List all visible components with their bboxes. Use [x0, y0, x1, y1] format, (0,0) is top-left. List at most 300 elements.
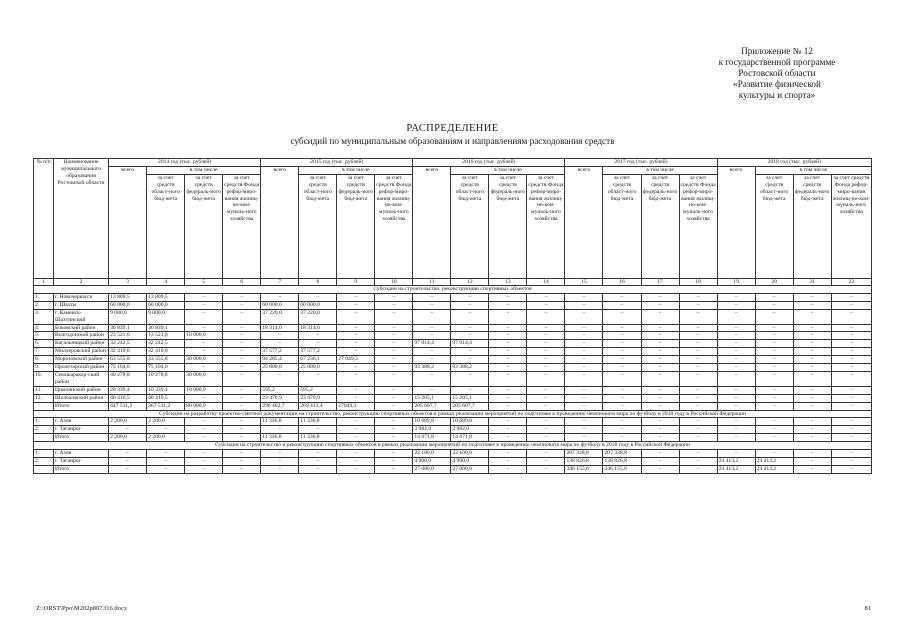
table-cell: –: [337, 434, 375, 442]
table-cell: –: [641, 402, 679, 410]
table-cell: –: [527, 332, 565, 340]
table-cell: –: [109, 450, 147, 458]
table-cell: –: [755, 371, 793, 386]
table-cell: –: [489, 434, 527, 442]
column-number: 1: [34, 278, 54, 285]
table-cell: –: [603, 371, 641, 386]
column-number: 8: [299, 278, 337, 285]
table-cell: 205 607,7: [451, 402, 489, 410]
municipality-name: г. Азов: [54, 450, 109, 458]
table-cell: –: [679, 371, 717, 386]
table-cell: –: [641, 426, 679, 434]
table-cell: –: [489, 450, 527, 458]
table-cell: 15 205,1: [413, 394, 451, 402]
table-cell: –: [793, 340, 831, 348]
table-cell: –: [831, 293, 871, 301]
table-cell: 11 336,8: [299, 418, 337, 426]
table-cell: –: [147, 450, 185, 458]
table-cell: –: [603, 293, 641, 301]
table-cell: –: [337, 426, 375, 434]
table-cell: –: [793, 450, 831, 458]
municipality-name: Семикаракор-ский район: [54, 371, 109, 386]
table-cell: –: [679, 418, 717, 426]
table-cell: –: [565, 324, 603, 332]
table-cell: –: [413, 386, 451, 394]
header-src-regional: за счет средств област-ного бюд-жета: [755, 174, 793, 278]
table-cell: 4 900,0: [451, 457, 489, 465]
municipality-name: Итого: [54, 434, 109, 442]
column-number: 20: [755, 278, 793, 285]
table-cell: –: [185, 364, 223, 372]
table-cell: –: [679, 434, 717, 442]
table-cell: 207 328,8: [603, 450, 641, 458]
table-cell: –: [793, 309, 831, 324]
municipality-name: Морозовский район: [54, 356, 109, 364]
table-row: [34, 418, 872, 426]
table-cell: –: [717, 402, 755, 410]
table-cell: –: [755, 386, 793, 394]
table-cell: –: [375, 348, 413, 356]
table-cell: –: [413, 371, 451, 386]
table-cell: 11 336,8: [261, 418, 299, 426]
table-cell: –: [337, 324, 375, 332]
table-cell: 75 104,0: [109, 364, 147, 372]
header-year: 2015 год (тыс. рублей): [261, 159, 413, 167]
table-cell: –: [793, 364, 831, 372]
footer-file-path: Z:\ORST\Ppo\M202p807.f16.docx: [36, 605, 128, 612]
table-cell: –: [641, 465, 679, 473]
table-cell: –: [337, 457, 375, 465]
row-number: 9.: [34, 364, 54, 372]
table-cell: –: [109, 426, 147, 434]
table-cell: –: [223, 332, 261, 340]
table-cell: –: [375, 418, 413, 426]
table-cell: –: [679, 301, 717, 309]
table-cell: –: [413, 324, 451, 332]
row-number: [34, 434, 54, 442]
table-cell: –: [337, 332, 375, 340]
table-cell: –: [299, 465, 337, 473]
table-cell: –: [755, 434, 793, 442]
table-cell: –: [755, 402, 793, 410]
table-cell: 296 462,7: [261, 402, 299, 410]
table-cell: –: [337, 348, 375, 356]
row-number: 6.: [34, 340, 54, 348]
header-src-fund: за счет средств Фонда рефор-миро-вания жилищ-но-ком-муналь-ного хозяйства: [527, 174, 565, 278]
table-cell: –: [831, 324, 871, 332]
table-cell: –: [641, 364, 679, 372]
table-cell: –: [641, 386, 679, 394]
table-cell: –: [717, 324, 755, 332]
table-cell: 37 220,0: [299, 309, 337, 324]
header-incl: в том числе: [299, 166, 413, 174]
table-cell: –: [527, 386, 565, 394]
table-cell: –: [793, 418, 831, 426]
table-cell: –: [831, 371, 871, 386]
table-cell: –: [565, 301, 603, 309]
table-cell: –: [641, 340, 679, 348]
table-cell: –: [831, 356, 871, 364]
municipality-name: Шолоховский район: [54, 394, 109, 402]
table-cell: –: [793, 402, 831, 410]
table-cell: –: [831, 434, 871, 442]
table-row: [34, 340, 872, 348]
table-cell: –: [565, 386, 603, 394]
column-number: 4: [147, 278, 185, 285]
table-cell: 80 000,0: [185, 402, 223, 410]
row-number: [34, 465, 54, 473]
table-cell: –: [755, 394, 793, 402]
table-cell: –: [641, 356, 679, 364]
table-cell: 32 242,5: [109, 340, 147, 348]
table-cell: –: [679, 426, 717, 434]
table-row: [34, 394, 872, 402]
table-cell: –: [337, 450, 375, 458]
table-cell: 60 000,0: [299, 301, 337, 309]
municipality-name: г. Шахты: [54, 301, 109, 309]
table-cell: 22 100,0: [451, 450, 489, 458]
table-cell: –: [489, 301, 527, 309]
table-row: [34, 301, 872, 309]
header-src-federal: за счет средств федераль-ного бюд-жета: [185, 174, 223, 278]
table-cell: 205 607,7: [413, 402, 451, 410]
section-title: Субсидии на строительство и реконструкцию спортивных объектов в рамках реализации мероприятий по подготовке к проведению чемпионата мира по футболу в 2018 году в Российской Федерации: [34, 442, 872, 450]
column-number: 2: [54, 278, 109, 285]
table-cell: 15 205,1: [451, 394, 489, 402]
row-number: 4.: [34, 324, 54, 332]
table-cell: –: [223, 364, 261, 372]
table-cell: –: [565, 356, 603, 364]
table-cell: 37 577,2: [299, 348, 337, 356]
table-cell: –: [375, 457, 413, 465]
table-cell: –: [527, 348, 565, 356]
table-cell: 93 388,2: [413, 364, 451, 372]
row-number: 5.: [34, 332, 54, 340]
table-cell: –: [831, 465, 871, 473]
section-title-row: [34, 410, 872, 418]
table-cell: –: [793, 348, 831, 356]
table-cell: –: [375, 386, 413, 394]
header-src-regional: за счет средств област-ного бюд-жета: [603, 174, 641, 278]
table-cell: 75 104,0: [147, 364, 185, 372]
row-number: 2.: [34, 426, 54, 434]
row-number: 11.: [34, 386, 54, 394]
table-cell: –: [451, 332, 489, 340]
header-name: Наименование муниципального образования Ростовской области: [54, 159, 109, 279]
column-number: 12: [451, 278, 489, 285]
table-cell: 97 014,4: [413, 340, 451, 348]
table-cell: –: [261, 450, 299, 458]
column-number: 13: [489, 278, 527, 285]
table-cell: –: [223, 394, 261, 402]
row-number: 2.: [34, 301, 54, 309]
table-cell: –: [223, 348, 261, 356]
table-cell: –: [489, 309, 527, 324]
table-cell: –: [679, 394, 717, 402]
table-row: [34, 434, 872, 442]
table-cell: –: [641, 394, 679, 402]
table-cell: –: [223, 371, 261, 386]
table-cell: 23 521,6: [109, 332, 147, 340]
table-cell: –: [299, 426, 337, 434]
table-cell: –: [185, 457, 223, 465]
table-cell: 595,2: [261, 386, 299, 394]
table-cell: –: [641, 371, 679, 386]
table-cell: 2 200,0: [109, 434, 147, 442]
table-cell: –: [831, 309, 871, 324]
table-row: [34, 324, 872, 332]
table-row: [34, 465, 872, 473]
header-src-fund: за счет средств Фонда рефор-миро-вания жилищ-но-ком-муналь-ного хозяйства: [831, 174, 871, 278]
table-cell: –: [679, 293, 717, 301]
row-number: 3.: [34, 309, 54, 324]
table-cell: –: [223, 386, 261, 394]
table-cell: –: [603, 332, 641, 340]
table-cell: –: [679, 450, 717, 458]
header-src-fund: за счет средств Фонда рефор-миро-вания жилищ-но-ком-муналь-ного хозяйства: [679, 174, 717, 278]
table-cell: –: [641, 418, 679, 426]
table-cell: –: [831, 457, 871, 465]
table-cell: –: [261, 465, 299, 473]
table-row: [34, 332, 872, 340]
header-src-regional: за счет средств област-ного бюд-жета: [299, 174, 337, 278]
table-cell: –: [755, 293, 793, 301]
table-cell: –: [565, 394, 603, 402]
header-total: всего: [413, 166, 451, 278]
table-cell: –: [489, 340, 527, 348]
table-cell: –: [565, 371, 603, 386]
table-cell: –: [831, 301, 871, 309]
table-cell: –: [413, 301, 451, 309]
table-cell: –: [451, 348, 489, 356]
table-cell: 269 413,4: [299, 402, 337, 410]
table-cell: 94 285,4: [261, 356, 299, 364]
header-total: всего: [261, 166, 299, 278]
table-row: [34, 402, 872, 410]
table-cell: –: [527, 426, 565, 434]
table-cell: –: [603, 394, 641, 402]
table-cell: 40 278,8: [109, 371, 147, 386]
table-cell: –: [375, 450, 413, 458]
header-incl: в том числе: [603, 166, 717, 174]
header-total: всего: [565, 166, 603, 278]
table-cell: –: [451, 356, 489, 364]
table-cell: 10 000,0: [185, 386, 223, 394]
table-body: [34, 286, 872, 474]
table-cell: –: [641, 324, 679, 332]
table-cell: –: [603, 348, 641, 356]
table-cell: 37 220,0: [261, 309, 299, 324]
table-cell: 10 689,8: [413, 418, 451, 426]
table-cell: –: [527, 402, 565, 410]
table-row: [34, 309, 872, 324]
table-cell: –: [755, 450, 793, 458]
column-number: 22: [831, 278, 871, 285]
municipality-name: г. Таганрог: [54, 457, 109, 465]
table-cell: –: [185, 293, 223, 301]
table-cell: –: [717, 340, 755, 348]
section-title: Субсидии на строительство, реконструкцию спортивных объектов: [34, 286, 872, 294]
table-cell: –: [565, 332, 603, 340]
table-cell: –: [603, 364, 641, 372]
column-number: 17: [641, 278, 679, 285]
column-number: 9: [337, 278, 375, 285]
column-number: 3: [109, 278, 147, 285]
table-cell: 63 555,8: [109, 356, 147, 364]
header-total: всего: [717, 166, 755, 278]
header-incl: в том числе: [451, 166, 565, 174]
table-cell: –: [261, 332, 299, 340]
table-cell: –: [489, 418, 527, 426]
table-cell: –: [755, 301, 793, 309]
table-cell: –: [489, 348, 527, 356]
row-number: 8.: [34, 356, 54, 364]
table-row: [34, 426, 872, 434]
table-cell: 13 521,6: [147, 332, 185, 340]
table-cell: 40 410,5: [147, 394, 185, 402]
table-cell: –: [565, 293, 603, 301]
table-cell: 13 809,5: [109, 293, 147, 301]
table-cell: –: [527, 364, 565, 372]
page-number: 81: [864, 605, 871, 612]
table-cell: –: [527, 356, 565, 364]
table-cell: –: [223, 309, 261, 324]
table-cell: –: [755, 309, 793, 324]
table-cell: 32 410,0: [109, 348, 147, 356]
column-number: 6: [223, 278, 261, 285]
table-cell: –: [603, 418, 641, 426]
section-title-row: [34, 442, 872, 450]
table-cell: 60 000,0: [109, 301, 147, 309]
row-number: 2.: [34, 457, 54, 465]
table-cell: –: [527, 371, 565, 386]
appendix-line: Приложение № 12: [741, 46, 813, 56]
table-row: [34, 356, 872, 364]
table-cell: –: [489, 402, 527, 410]
table-cell: 138 826,8: [603, 457, 641, 465]
table-cell: –: [641, 434, 679, 442]
table-cell: –: [299, 340, 337, 348]
table-cell: –: [337, 364, 375, 372]
table-cell: –: [717, 371, 755, 386]
table-cell: 2 200,0: [109, 418, 147, 426]
table-cell: –: [261, 371, 299, 386]
table-cell: –: [223, 402, 261, 410]
header-src-fund: за счет средств Фонда рефор-миро-вания жилищ-но-ком-муналь-ного хозяйства: [223, 174, 261, 278]
table-cell: –: [299, 293, 337, 301]
table-cell: –: [527, 293, 565, 301]
table-cell: 447 511,2: [109, 402, 147, 410]
table-cell: –: [223, 434, 261, 442]
header-src-federal: за счет средств федераль-ного бюд-жета: [793, 174, 831, 278]
header-src-regional: за счет средств област-ного бюд-жета: [147, 174, 185, 278]
header-src-federal: за счет средств федераль-ного бюд-жета: [641, 174, 679, 278]
table-cell: –: [717, 418, 755, 426]
table-cell: –: [641, 301, 679, 309]
table-cell: –: [831, 426, 871, 434]
table-cell: –: [375, 309, 413, 324]
table-cell: 138 826,8: [565, 457, 603, 465]
table-cell: –: [831, 418, 871, 426]
table-cell: –: [717, 450, 755, 458]
table-cell: –: [755, 418, 793, 426]
header-year: 2016 год (тыс. рублей): [413, 159, 565, 167]
table-cell: –: [413, 356, 451, 364]
header-year: 2017 год (тыс. рублей): [565, 159, 717, 167]
municipality-name: г. Азов: [54, 418, 109, 426]
table-cell: –: [261, 426, 299, 434]
table-cell: –: [261, 293, 299, 301]
table-cell: 2 200,0: [147, 434, 185, 442]
document-subtitle: субсидий по муниципальным образованиям и направлениям расходования средств: [290, 136, 615, 146]
table-cell: –: [185, 301, 223, 309]
table-cell: –: [755, 426, 793, 434]
table-cell: –: [717, 434, 755, 442]
table-cell: –: [223, 418, 261, 426]
table-cell: –: [375, 394, 413, 402]
table-cell: –: [223, 450, 261, 458]
table-cell: –: [717, 394, 755, 402]
column-number: 11: [413, 278, 451, 285]
table-cell: –: [793, 356, 831, 364]
table-cell: –: [185, 324, 223, 332]
table-cell: –: [565, 348, 603, 356]
table-cell: –: [185, 394, 223, 402]
table-cell: –: [641, 293, 679, 301]
header-num: № п/п: [34, 159, 54, 279]
table-cell: –: [375, 293, 413, 301]
table-cell: –: [413, 348, 451, 356]
header-year: 2018 год (тыс. рублей): [717, 159, 871, 167]
table-row: [34, 457, 872, 465]
table-cell: –: [527, 434, 565, 442]
table-cell: –: [299, 457, 337, 465]
table-cell: –: [641, 332, 679, 340]
column-number: 16: [603, 278, 641, 285]
table-cell: –: [755, 324, 793, 332]
table-cell: –: [717, 386, 755, 394]
table-cell: –: [451, 293, 489, 301]
table-cell: –: [603, 301, 641, 309]
column-number: 19: [717, 278, 755, 285]
table-cell: 346 155,6: [565, 465, 603, 473]
table-cell: –: [603, 386, 641, 394]
appendix-line: Ростовской области: [738, 68, 816, 78]
table-cell: 595,2: [299, 386, 337, 394]
appendix-note: [697, 46, 857, 101]
table-cell: –: [413, 293, 451, 301]
table-cell: –: [147, 465, 185, 473]
table-cell: –: [603, 309, 641, 324]
table-cell: –: [603, 426, 641, 434]
table-cell: 97 014,4: [451, 340, 489, 348]
table-cell: –: [755, 364, 793, 372]
municipality-name: Итого: [54, 465, 109, 473]
table-cell: –: [527, 309, 565, 324]
table-cell: –: [185, 434, 223, 442]
section-title: Субсидии на разработку проектно-сметной документации на строительство, реконструкцию спортивных объектов в рамках реализации мероприятий по подготовке к проведению чемпионата мира по футболу в 2018 году в Российской Федерации: [34, 410, 872, 418]
table-cell: –: [489, 332, 527, 340]
table-cell: 25 000,0: [261, 364, 299, 372]
table-cell: 27049,3: [337, 402, 375, 410]
table-cell: –: [831, 402, 871, 410]
table-cell: 36 839,1: [147, 324, 185, 332]
table-cell: –: [337, 386, 375, 394]
table-cell: –: [717, 301, 755, 309]
table-cell: –: [489, 386, 527, 394]
municipality-name: г. Таганрог: [54, 426, 109, 434]
table-cell: –: [679, 465, 717, 473]
